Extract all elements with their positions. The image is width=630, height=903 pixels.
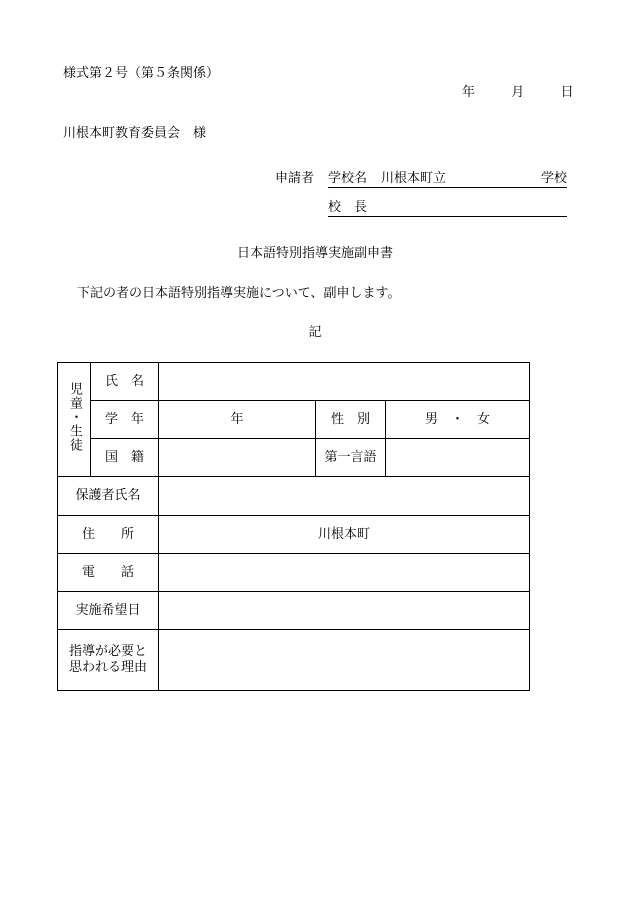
gender-label: 性 別 [316, 401, 386, 439]
grade-label: 学 年 [91, 401, 159, 439]
desired-date-input-cell[interactable] [159, 592, 530, 630]
school-name-field[interactable] [328, 171, 567, 188]
table-row-desired-date [58, 592, 530, 630]
nationality-input-cell[interactable] [159, 439, 316, 477]
phone-input-cell[interactable] [159, 554, 530, 592]
first-language-input-cell[interactable] [386, 439, 530, 477]
nationality-label: 国 籍 [91, 439, 159, 477]
reason-input-cell[interactable] [159, 630, 530, 691]
desired-date-label: 実施希望日 [58, 592, 159, 630]
date-year: 年 [462, 85, 476, 100]
first-language-label: 第一言語 [316, 439, 386, 477]
table-row-guardian [58, 477, 530, 516]
document-title: 日本語特別指導実施副申書 [236, 246, 393, 261]
date-day: 日 [560, 85, 574, 100]
date-line [462, 85, 574, 101]
reason-label-line2: 思われる理由 [68, 660, 147, 675]
table-row-grade [58, 401, 530, 439]
student-group-label: 児童・生徒 [67, 382, 82, 452]
date-month: 月 [511, 85, 525, 100]
principal-field[interactable] [328, 200, 567, 217]
address-label: 住 所 [58, 516, 159, 554]
principal-label: 校 長 [328, 200, 368, 215]
gender-options[interactable]: 男 ・ 女 [386, 401, 530, 439]
name-input-cell[interactable] [159, 363, 530, 401]
school-label: 学校名 [328, 171, 368, 186]
table-row-reason [58, 630, 530, 691]
phone-label: 電 話 [58, 554, 159, 592]
school-prefix: 川根本町立 [381, 171, 447, 186]
grade-unit: 年 [230, 411, 244, 427]
name-label: 氏 名 [91, 363, 159, 401]
guardian-label: 保護者氏名 [58, 477, 159, 516]
table-row-phone [58, 554, 530, 592]
intro-text: 下記の者の日本語特別指導実施について、副申します。 [77, 286, 401, 301]
reason-label [58, 630, 159, 691]
table-row-nationality [58, 439, 530, 477]
ki-mark: 記 [308, 325, 322, 340]
form-number: 様式第２号（第５条関係） [63, 66, 220, 81]
address-input-cell[interactable] [159, 516, 530, 554]
grade-input-cell[interactable] [159, 401, 316, 439]
reason-label-line1: 指導が必要と [68, 644, 147, 659]
school-suffix: 学校 [540, 171, 567, 186]
student-group-cell [58, 363, 91, 477]
application-table [57, 362, 530, 691]
applicant-label: 申請者 [275, 171, 315, 186]
address-value: 川根本町 [318, 526, 371, 542]
table-row-address [58, 516, 530, 554]
addressee: 川根本町教育委員会 様 [63, 126, 207, 141]
table-row-name [58, 363, 530, 401]
guardian-input-cell[interactable] [159, 477, 530, 516]
